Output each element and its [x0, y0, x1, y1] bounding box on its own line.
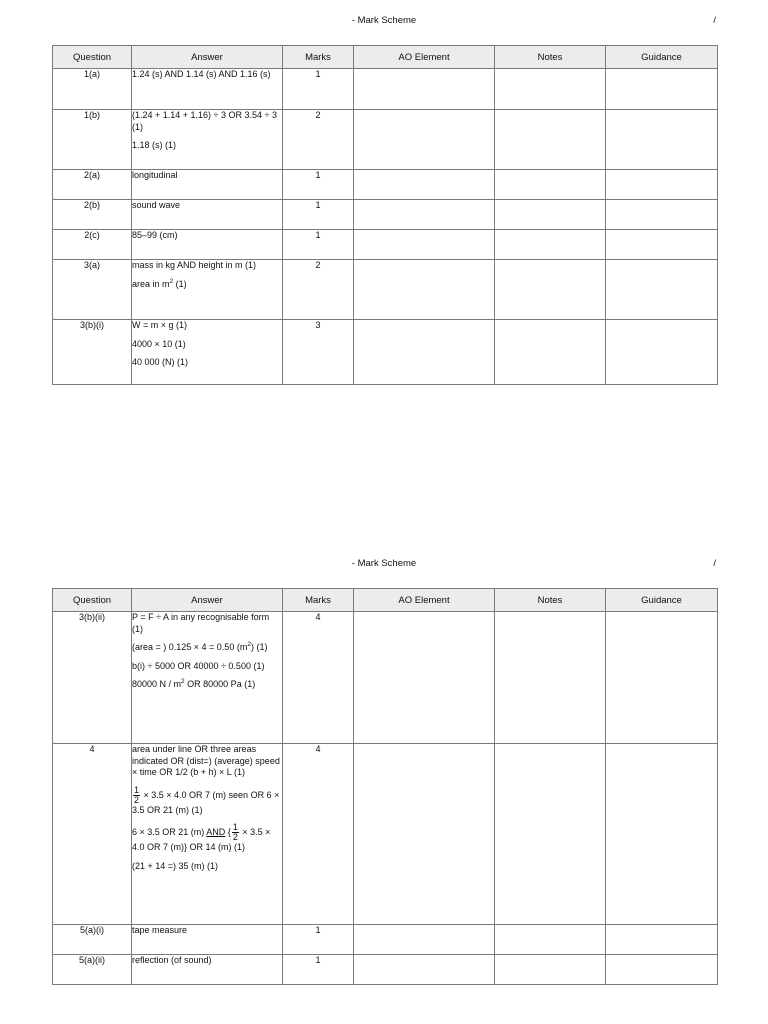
answer-line: W = m × g (1) — [132, 320, 188, 330]
notes-cell — [495, 612, 606, 744]
column-header-guidance: Guidance — [606, 589, 718, 612]
marks-value: 1 — [283, 69, 354, 110]
question-number: 3(a) — [53, 260, 132, 320]
guidance-cell — [606, 170, 718, 200]
guidance-cell — [606, 230, 718, 260]
answer-line: P = F ÷ A in any recognisable form (1) — [132, 612, 270, 634]
fraction-one-half: $\frac{1}{2}$ — [232, 822, 238, 842]
answer-line: b(i) ÷ 5000 OR 40000 ÷ 0.500 (1) — [132, 660, 265, 671]
answer-line: (1.24 + 1.14 + 1.16) ÷ 3 OR 3.54 ÷ 3 (1) — [132, 110, 277, 132]
notes-cell — [495, 320, 606, 385]
header-title: - Mark Scheme — [351, 15, 417, 26]
notes-cell — [495, 744, 606, 925]
guidance-cell — [606, 200, 718, 230]
question-number: 2(a) — [53, 170, 132, 200]
fraction-one-half: $\frac{1}{2}$ — [134, 784, 140, 805]
table-row — [53, 925, 718, 955]
guidance-cell — [606, 744, 718, 925]
answer-line: area in $m^2$ (1) — [132, 277, 187, 289]
column-header-question: Question — [53, 46, 132, 69]
answer-line: (area = ) 0.125 × 4 = 0.50 $(m^2)$ (1) — [132, 641, 268, 652]
question-number: 2(b) — [53, 200, 132, 230]
notes-cell — [495, 925, 606, 955]
answer-cell — [132, 320, 283, 385]
answer-line: 1.18 (s) (1) — [132, 140, 177, 150]
answer-cell — [132, 260, 283, 320]
guidance-cell — [606, 955, 718, 985]
table-row — [53, 200, 718, 230]
column-header-answer: Answer — [132, 46, 283, 69]
column-header-ao-element: AO Element — [354, 589, 495, 612]
answer-line: 6 × 3.5 OR 21 (m) AND { $\frac{1}{2}$ × 3.5 × 4.0 OR 7 (m)} OR 14 (m) (1) — [132, 822, 271, 852]
question-number: 1(a) — [53, 69, 132, 110]
header-title: - Mark Scheme — [351, 558, 417, 569]
answer-line: 80000 N / $m^2$ OR 80000 Pa (1) — [132, 678, 256, 689]
answer-line: longitudinal — [132, 170, 178, 180]
answer-cell — [132, 925, 283, 955]
notes-cell — [495, 69, 606, 110]
answer-line: tape measure — [132, 925, 188, 935]
guidance-cell — [606, 69, 718, 110]
marks-value: 1 — [283, 925, 354, 955]
ao-element-cell — [354, 925, 495, 955]
column-header-notes: Notes — [495, 589, 606, 612]
table-row — [53, 320, 718, 385]
marks-value: 2 — [283, 110, 354, 170]
header-page-mark: / — [713, 558, 716, 569]
answer-line: 40 000 (N) (1) — [132, 357, 189, 367]
answer-cell — [132, 612, 283, 744]
guidance-cell — [606, 612, 718, 744]
table-row — [53, 260, 718, 320]
answer-line: mass in kg AND height in m (1) — [132, 260, 257, 270]
table-row — [53, 110, 718, 170]
answer-cell — [132, 110, 283, 170]
header-page-mark: / — [713, 15, 716, 26]
marks-value: 3 — [283, 320, 354, 385]
question-number: 5(a)(i) — [53, 925, 132, 955]
table-row — [53, 612, 718, 744]
ao-element-cell — [354, 170, 495, 200]
answer-line: sound wave — [132, 200, 181, 210]
marks-value: 1 — [283, 955, 354, 985]
ao-element-cell — [354, 260, 495, 320]
answer-line: $\frac{1}{2}$ × 3.5 × 4.0 OR 7 (m) seen OR 6 × 3.5 OR 21 (m) (1) — [132, 784, 280, 815]
table-header-row — [53, 589, 718, 612]
ao-element-cell — [354, 110, 495, 170]
answer-line: 1.24 (s) AND 1.14 (s) AND 1.16 (s) — [132, 69, 271, 79]
answer-line: (21 + 14 =) 35 (m) (1) — [132, 860, 219, 871]
guidance-cell — [606, 925, 718, 955]
ao-element-cell — [354, 612, 495, 744]
answer-line: area under line OR three areas indicated OR (dist=) (average) speed × time OR 1/2 (b + h) × L (1) — [132, 744, 280, 777]
column-header-ao-element: AO Element — [354, 46, 495, 69]
answer-line: reflection (of sound) — [132, 955, 212, 965]
table-row — [53, 170, 718, 200]
column-header-notes: Notes — [495, 46, 606, 69]
marks-value: 1 — [283, 230, 354, 260]
question-number: 2(c) — [53, 230, 132, 260]
answer-line: 85–99 (cm) — [132, 230, 178, 240]
answer-cell — [132, 69, 283, 110]
ao-element-cell — [354, 320, 495, 385]
notes-cell — [495, 260, 606, 320]
marks-value: 1 — [283, 170, 354, 200]
ao-element-cell — [354, 955, 495, 985]
guidance-cell — [606, 260, 718, 320]
guidance-cell — [606, 110, 718, 170]
table-header-row — [53, 46, 718, 69]
table-row — [53, 744, 718, 925]
table-row — [53, 955, 718, 985]
ao-element-cell — [354, 230, 495, 260]
table-row — [53, 69, 718, 110]
page-1-header — [0, 15, 768, 29]
answer-cell — [132, 744, 283, 925]
notes-cell — [495, 170, 606, 200]
question-number: 1(b) — [53, 110, 132, 170]
answer-cell — [132, 170, 283, 200]
question-number: 3(b)(ii) — [53, 612, 132, 744]
answer-cell — [132, 955, 283, 985]
mark-scheme-table-1 — [52, 45, 718, 385]
notes-cell — [495, 955, 606, 985]
ao-element-cell — [354, 200, 495, 230]
page-2-header — [0, 558, 768, 572]
column-header-marks: Marks — [283, 589, 354, 612]
marks-value: 1 — [283, 200, 354, 230]
column-header-guidance: Guidance — [606, 46, 718, 69]
mark-scheme-table-2 — [52, 588, 718, 985]
ao-element-cell — [354, 69, 495, 110]
question-number: 3(b)(i) — [53, 320, 132, 385]
column-header-answer: Answer — [132, 589, 283, 612]
question-number: 5(a)(ii) — [53, 955, 132, 985]
guidance-cell — [606, 320, 718, 385]
marks-value: 4 — [283, 744, 354, 925]
marks-value: 2 — [283, 260, 354, 320]
table-row — [53, 230, 718, 260]
answer-cell — [132, 230, 283, 260]
notes-cell — [495, 230, 606, 260]
answer-cell — [132, 200, 283, 230]
question-number: 4 — [53, 744, 132, 925]
notes-cell — [495, 200, 606, 230]
column-header-marks: Marks — [283, 46, 354, 69]
ao-element-cell — [354, 744, 495, 925]
column-header-question: Question — [53, 589, 132, 612]
marks-value: 4 — [283, 612, 354, 744]
answer-line: 4000 × 10 (1) — [132, 338, 186, 349]
notes-cell — [495, 110, 606, 170]
